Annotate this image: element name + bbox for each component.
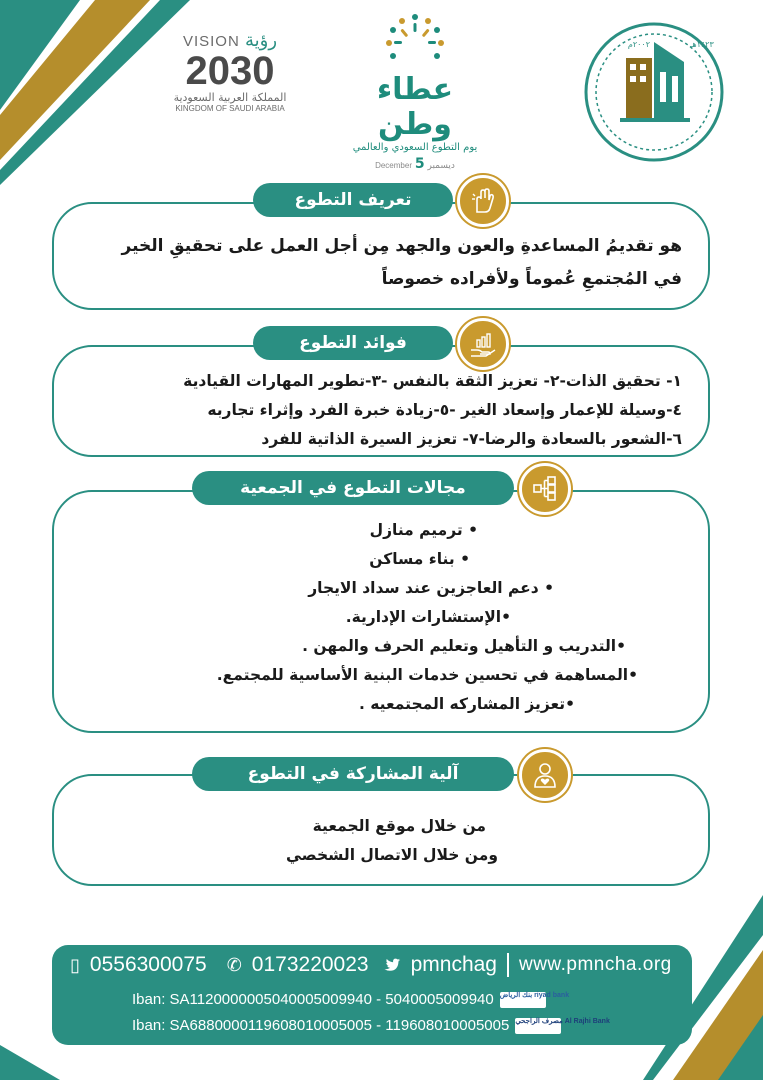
contact-row (70, 953, 676, 977)
twitter-icon (383, 958, 401, 973)
vision-country-en: KINGDOM OF SAUDI ARABIA (175, 104, 285, 113)
campaign-subtitle: يوم التطوع السعودي والعالمي (352, 142, 478, 153)
header-logos (0, 0, 763, 180)
volunteer-person-icon (530, 760, 560, 790)
benefits-line-3: ٦-الشعور بالسعادة والرضا-٧- تعزيز السيرة الذاتية للفرد (261, 430, 682, 448)
benefits-title: فوائد التطوع (253, 326, 453, 360)
iban-row-1 (132, 991, 570, 1008)
benefits-badge (457, 318, 509, 370)
fields-item-5: •التدريب و التأهيل وتعليم الحرف والمهن . (302, 637, 626, 655)
riyad-bank-logo: بنك الرياض riyad bank (500, 992, 546, 1008)
footer-divider (507, 953, 509, 977)
participation-line-1: من خلال موقع الجمعية (312, 817, 486, 835)
iban-2: Iban: SA6880000119608010005005 - 119608010005005 (132, 1017, 510, 1034)
vision-2030-logo (160, 30, 300, 113)
emblem-year-greg: ٢٠٠٢م (627, 40, 650, 49)
participation-title: آلية المشاركة في التطوع (192, 757, 514, 791)
fields-item-7: •تعزيز المشاركه المجتمعيه . (358, 695, 575, 713)
vision-word: VISION رؤية (182, 30, 278, 50)
fields-item-1: • ترميم منازل (369, 521, 478, 539)
vision-country-ar: المملكة العربية السعودية (173, 91, 287, 104)
phone-icon: ✆ (226, 954, 242, 975)
fields-item-2: • بناء مساكن (369, 550, 470, 568)
ataa-watan-logo (340, 10, 490, 172)
emblem-year-hijri: ١٤٢٣هـ (690, 40, 714, 49)
benefits-box (52, 345, 710, 457)
vision-number: 2030 (185, 49, 275, 93)
definition-badge (457, 175, 509, 227)
participation-badge (519, 749, 571, 801)
association-emblem (580, 18, 728, 166)
fields-box (52, 490, 710, 733)
hand-icon (468, 186, 498, 216)
phone-number[interactable]: 0173220023 (251, 953, 369, 976)
mobile-number[interactable]: 0556300075 (89, 953, 207, 976)
definition-box (52, 202, 710, 310)
growth-hand-icon (468, 329, 498, 359)
alrajhi-bank-logo: مصرف الراجحي Al Rajhi Bank (515, 1018, 561, 1034)
fields-title: مجالات التطوع في الجمعية (192, 471, 514, 505)
fields-badge (519, 463, 571, 515)
definition-line-2: في المُجتمعِ عُموماً ولأفراده خصوصاً (381, 269, 682, 289)
benefits-line-2: ٤-وسيلة للإعمار وإسعاد الغير -٥-زيادة خبرة الفرد وإثراء تجاربه (207, 401, 682, 419)
fields-item-4: •الإستشارات الإدارية. (345, 608, 511, 626)
hierarchy-icon (530, 474, 560, 504)
iban-row-2 (132, 1017, 610, 1034)
fields-item-6: •المساهمة في تحسين خدمات البنية الأساسية للمجتمع. (216, 666, 638, 684)
benefits-line-1: ١- تحقيق الذات-٢- تعزيز الثقة بالنفس -٣-تطوير المهارات القيادية (183, 372, 682, 390)
campaign-date: ديسمبر December 5 (375, 156, 455, 172)
participation-line-2: ومن خلال الاتصال الشخصي (285, 846, 498, 864)
iban-1: Iban: SA1120000005040005009940 - 5040005009940 (132, 991, 494, 1008)
mobile-icon: ▯ (70, 954, 80, 975)
sunburst-icon (380, 10, 450, 70)
twitter-handle[interactable]: pmnchag (410, 953, 497, 976)
bottom-left-corner-decoration (0, 1045, 80, 1080)
website-link[interactable]: www.pmncha.org (518, 954, 672, 975)
fields-item-3: • دعم العاجزين عند سداد الايجار (308, 579, 554, 597)
contact-footer (52, 945, 692, 1045)
definition-line-1: هو تقديمُ المساعدةِ والعون والجهد مِن أجل العمل على تحقيقِ الخير (121, 236, 682, 256)
campaign-title: عطاء وطن (376, 72, 454, 142)
definition-title: تعريف التطوع (253, 183, 453, 217)
